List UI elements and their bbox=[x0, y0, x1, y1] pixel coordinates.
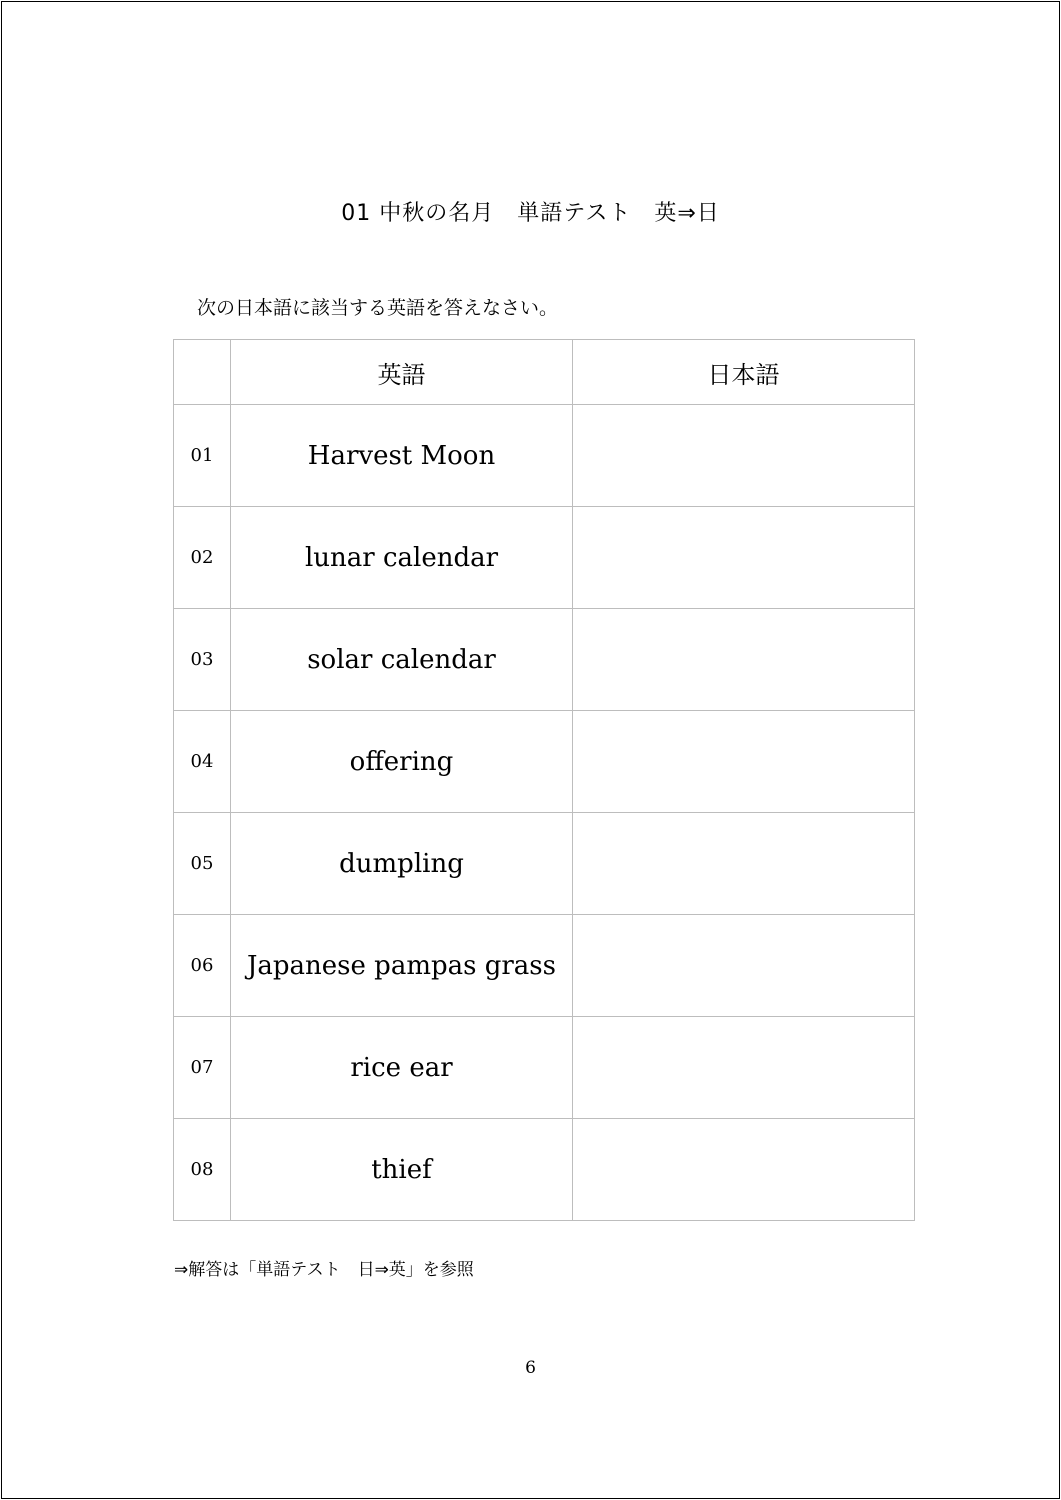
row-number: 07 bbox=[174, 1017, 231, 1119]
japanese-answer-cell bbox=[573, 609, 915, 711]
english-word: lunar calendar bbox=[231, 507, 573, 609]
table-row bbox=[174, 813, 915, 915]
japanese-answer-cell bbox=[573, 711, 915, 813]
row-number: 06 bbox=[174, 915, 231, 1017]
page-title: 01 中秋の名月 単語テスト 英⇒日 bbox=[341, 201, 720, 226]
table-row bbox=[174, 405, 915, 507]
row-number: 02 bbox=[174, 507, 231, 609]
row-number: 05 bbox=[174, 813, 231, 915]
english-word: solar calendar bbox=[231, 609, 573, 711]
english-word: rice ear bbox=[231, 1017, 573, 1119]
table-row bbox=[174, 1119, 915, 1221]
row-number: 03 bbox=[174, 609, 231, 711]
japanese-answer-cell bbox=[573, 1119, 915, 1221]
header-number bbox=[174, 340, 231, 405]
table-row bbox=[174, 711, 915, 813]
table-row bbox=[174, 1017, 915, 1119]
japanese-answer-cell bbox=[573, 813, 915, 915]
header-japanese: 日本語 bbox=[573, 340, 915, 405]
english-word: dumpling bbox=[231, 813, 573, 915]
table-row bbox=[174, 507, 915, 609]
row-number: 08 bbox=[174, 1119, 231, 1221]
header-english: 英語 bbox=[231, 340, 573, 405]
japanese-answer-cell bbox=[573, 507, 915, 609]
vocabulary-table bbox=[173, 339, 915, 1221]
english-word: offering bbox=[231, 711, 573, 813]
english-word: Harvest Moon bbox=[231, 405, 573, 507]
japanese-answer-cell bbox=[573, 915, 915, 1017]
table-row bbox=[174, 609, 915, 711]
table-header-row bbox=[174, 340, 915, 405]
japanese-answer-cell bbox=[573, 405, 915, 507]
instruction-text: 次の日本語に該当する英語を答えなさい。 bbox=[197, 297, 559, 319]
answer-reference-note: ⇒解答は「単語テスト 日⇒英」を参照 bbox=[174, 1260, 474, 1280]
document-page bbox=[1, 1, 1060, 1499]
english-word: Japanese pampas grass bbox=[231, 915, 573, 1017]
row-number: 01 bbox=[174, 405, 231, 507]
row-number: 04 bbox=[174, 711, 231, 813]
page-number: 6 bbox=[525, 1358, 536, 1378]
table-row bbox=[174, 915, 915, 1017]
english-word: thief bbox=[231, 1119, 573, 1221]
japanese-answer-cell bbox=[573, 1017, 915, 1119]
